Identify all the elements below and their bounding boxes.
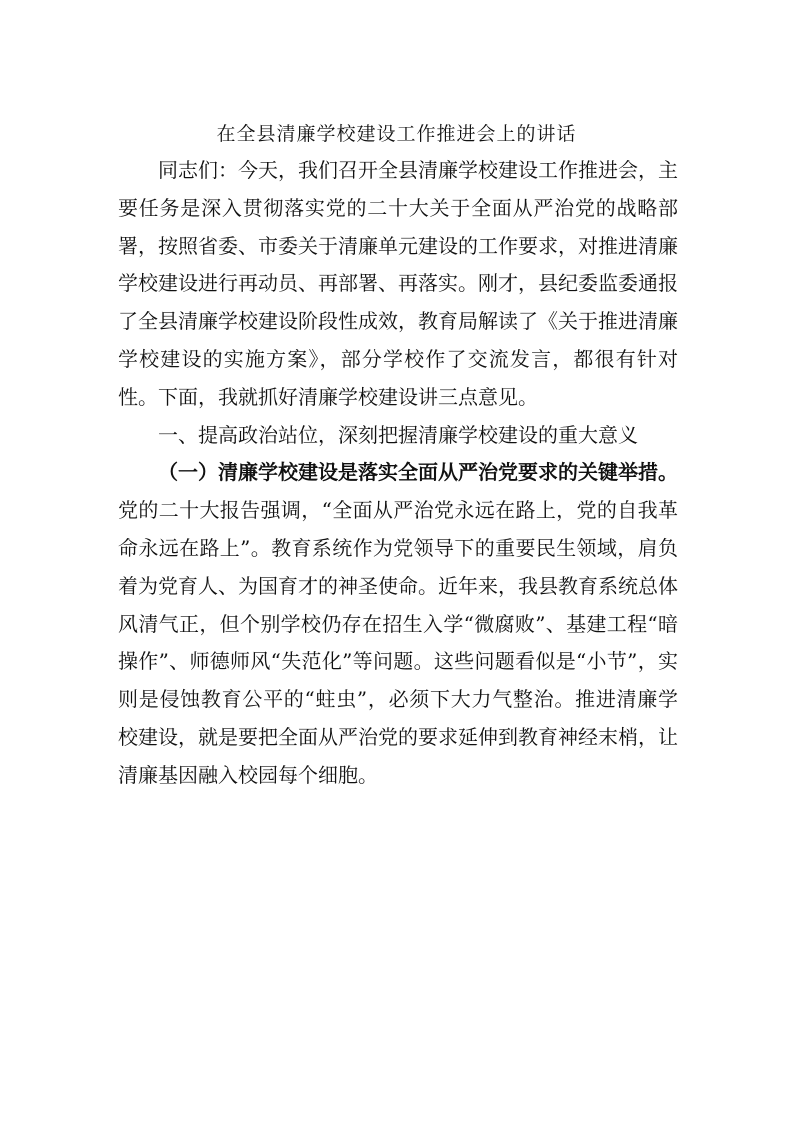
section-1-lead: （一）清廉学校建设是落实全面从严治党要求的关键举措。 <box>158 460 678 485</box>
document-body <box>118 152 678 795</box>
opening-paragraph: 同志们：今天，我们召开全县清廉学校建设工作推进会，主要任务是深入贯彻落实党的二十大关于全面从严治党的战略部署，按照省委、市委关于清廉单元建设的工作要求，对推进清廉学校建设进行再动员、再部署、再落实。刚才，县纪委监委通报了全县清廉学校建设阶段性成效，教育局解读了《关于推进清廉学校建设的实施方案》，部分学校作了交流发言，都很有针对性。下面，我就抓好清廉学校建设讲三点意见。 <box>118 158 678 409</box>
document-title: 在全县清廉学校建设工作推进会上的讲话 <box>216 123 577 145</box>
section-1-text: 党的二十大报告强调，“全面从严治党永远在路上，党的自我革命永远在路上”。教育系统作为党领导下的重要民生领域，肩负着为党育人、为国育才的神圣使命。近年来，我县教育系统总体风清气正，但个别学校仍存在招生入学“微腐败”、基建工程“暗操作”、师德师风“失范化”等问题。这些问题看似是“小节”，实则是侵蚀教育公平的“蛀虫”，必须下大力气整治。推进清廉学校建设，就是要把全面从严治党的要求延伸到教育神经末梢，让清廉基因融入校园每个细胞。 <box>118 498 678 787</box>
section-heading-1: 一、提高政治站位，深刻把握清廉学校建设的重大意义 <box>158 422 638 447</box>
section-1-paragraph <box>118 454 678 794</box>
